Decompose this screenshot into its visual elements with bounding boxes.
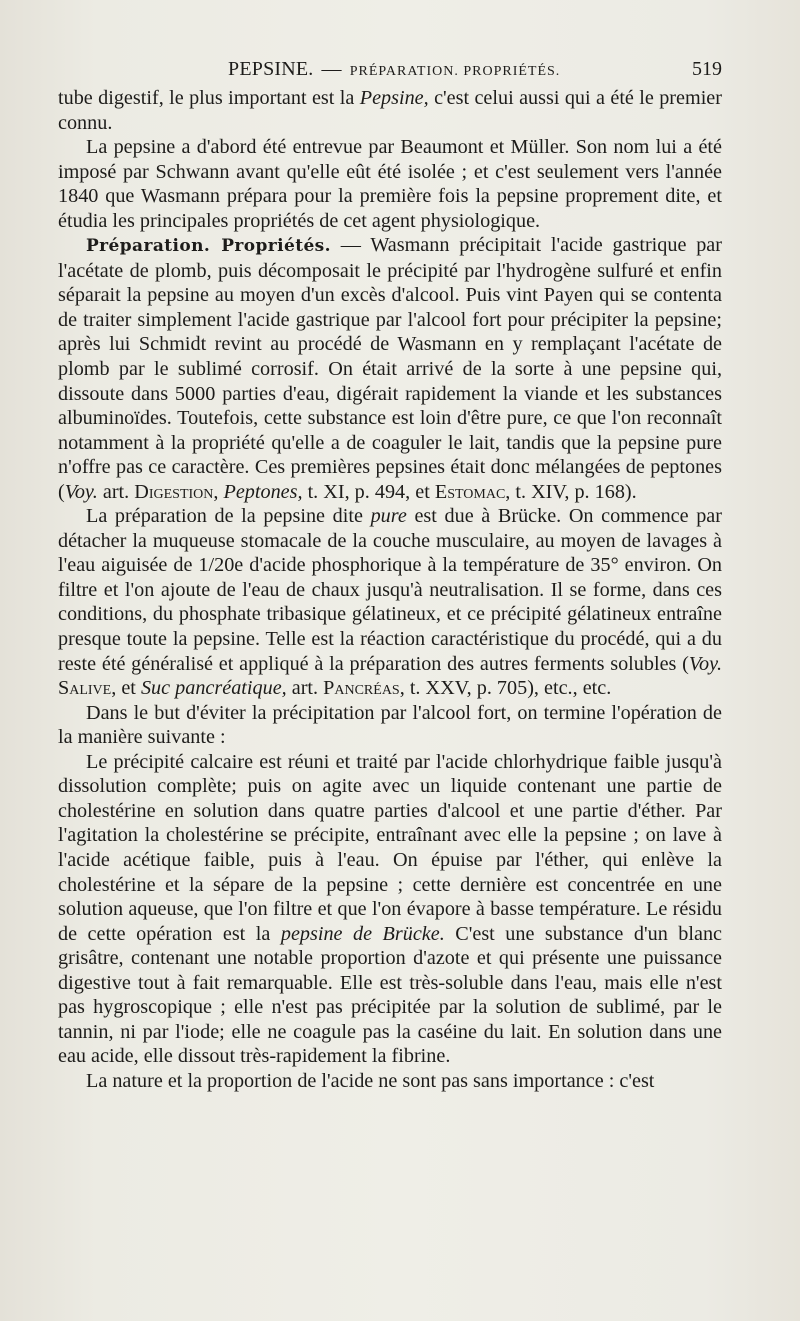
italic-text: pure [370, 505, 407, 528]
italic-text: Voy. [688, 652, 722, 675]
italic-text: pepsine de Brücke. [280, 922, 445, 945]
text-run: , t. XIV, p. 168). [505, 480, 637, 503]
cross-reference: Salive [58, 677, 112, 700]
header-separator: — [321, 58, 342, 80]
text-run: — Wasmann précipitait l'acide gastrique par l'acétate de plomb, puis décomposait le précipité par l'hydrogène sulfuré et enfin séparait la pepsine au moyen d'un excès d'alcool. Puis vint Payen qui se contenta de traiter simplement l'acide gastrique par l'alcool fort pour précipiter la pepsine; après lui Schmidt revint au procédé de Wasmann en y remplaçant l'acétate de plomb par le sublimé corrosif. On était arrivé de la sorte à une pepsine qui, dissoute dans 5000 parties d'eau, digérait rapidement la viande et les substances albuminoïdes. Toutefois, cette substance est loin d'être pure, ce que l'on reconnaît notamment à la propriété qu'elle a de coaguler le lait, tandis que la pepsine pure n'offre pas ce caractère. Ces premières pepsines était donc mélangées de peptones ( [58, 234, 722, 503]
header-title-main: PEPSINE. [228, 58, 314, 80]
text-run: art. [97, 480, 135, 503]
header-title-sub: PRÉPARATION. PROPRIÉTÉS. [349, 64, 561, 79]
header-title [228, 58, 560, 81]
text-run: La préparation de la pepsine dite [86, 505, 371, 528]
text-run: , [213, 480, 224, 503]
text-run: tube digestif, le plus important est la [58, 87, 360, 109]
text-run: Dans le but d'éviter la précipitation par l'alcool fort, on termine l'opération de la manière suivante : [58, 701, 722, 749]
cross-reference: Digestion [134, 480, 214, 503]
running-header [58, 52, 722, 86]
section-lead-heading: Préparation. Propriétés. [86, 236, 331, 257]
paragraph [58, 1069, 722, 1094]
italic-text: Peptones, [223, 480, 303, 503]
page-number: 519 [692, 58, 722, 80]
text-run: C'est une substance d'un blanc grisâtre, contenant une notable proportion d'azote et qui présente une puissance digestive tout à fait remarquable. Elle est très-soluble dans l'eau, mais elle n'est pas hygroscopique ; elle n'est pas précipitée par la solution de sublimé, par le tannin, ni par l'iode; elle ne coagule pas la caséine du lait. En solution dans une eau acide, elle dissout très-rapidement la fibrine. [58, 922, 723, 1068]
text-run: est due à Brücke. On commence par détacher la muqueuse stomacale de la couche musculaire, au moyen de lavages à l'eau aiguisée de 1/20e d'acide phosphorique à la température de 35° environ. On filtre et l'on ajoute de l'eau de chaux jusqu'à neutralisation. Il se forme, dans ces conditions, du phosphate tribasique gélatineux, et ce précipité gélatineux entraîne presque toute la pepsine. Telle est la réaction caractéristique du procédé, qui a du reste été généralisé et appliqué à la préparation des autres ferments solubles ( [58, 505, 722, 675]
paragraph [58, 86, 722, 135]
italic-text: Suc pancréatique, [140, 677, 287, 700]
italic-text: Pepsine, [359, 87, 429, 109]
text-run: , t. XXV, p. 705), etc., etc. [399, 677, 612, 700]
cross-reference: Estomac [434, 480, 506, 503]
text-run: art. [286, 677, 324, 700]
text-run: La nature et la proportion de l'acide ne sont pas sans importance : c'est [86, 1069, 655, 1092]
text-run: Le précipité calcaire est réuni et traité par l'acide chlorhydrique faible jusqu'à dissolution complète; puis on agite avec un liquide contenant une partie de cholestérine en solution dans quatre parties d'alcool et une partie d'éther. Par l'agitation la cholestérine se précipite, entraînant avec elle la pepsine ; on lave à l'acide acétique faible, puis à l'eau. On épuise par l'éther, qui enlève la cholestérine et la sépare de la pepsine ; cette dernière est concentrée en une solution aqueuse, que l'on filtre et que l'on évapore à basse température. Le résidu de cette opération est la [58, 750, 722, 945]
text-run: t. XI, p. 494, et [302, 480, 435, 503]
paragraph [58, 233, 722, 504]
text-run: , et [111, 677, 141, 700]
paragraph [58, 135, 722, 233]
body-text [58, 86, 722, 1093]
text-run: c'est celui aussi qui a été le premier connu. [58, 87, 722, 134]
text-run: La pepsine a d'abord été entrevue par Beaumont et Müller. Son nom lui a été imposé par Schwann avant qu'elle eût été isolée ; et c'est seulement vers l'année 1840 que Wasmann prépara pour la première fois la pepsine proprement dite, et étudia les principales propriétés de cet agent physiologique. [58, 136, 722, 232]
paragraph [58, 750, 722, 1069]
paragraph [58, 701, 722, 750]
italic-text: Voy. [64, 480, 98, 503]
paragraph [58, 504, 722, 700]
cross-reference: Pancréas [323, 677, 400, 700]
